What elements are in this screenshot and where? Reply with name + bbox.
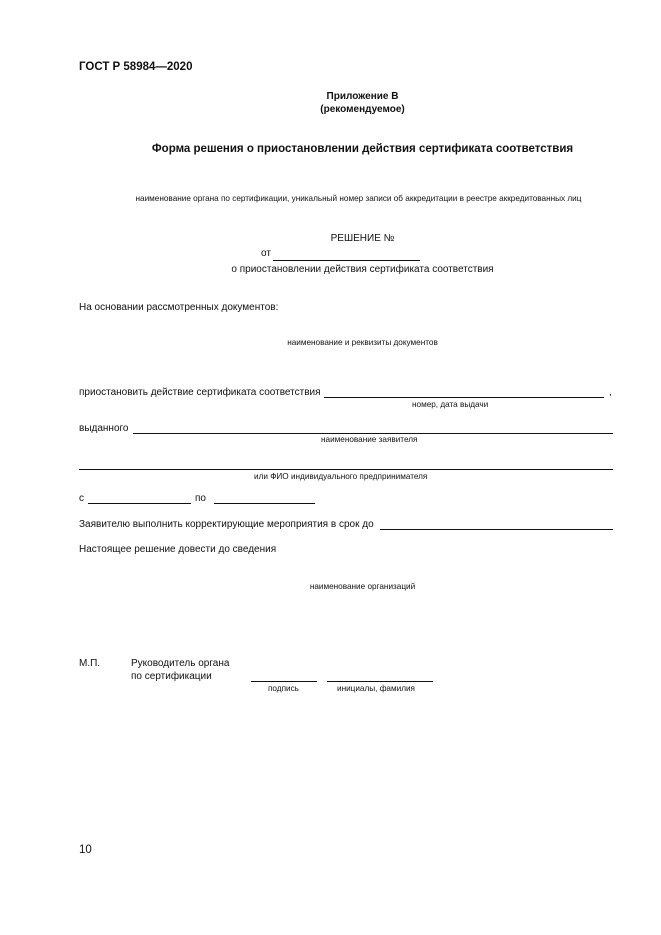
decision-date-line bbox=[273, 260, 420, 261]
certificate-number-caption: номер, дата выдачи bbox=[412, 400, 489, 409]
signer-name-line bbox=[327, 681, 433, 682]
decision-date-prefix: от bbox=[261, 248, 271, 259]
notify-caption: наименование организаций bbox=[309, 582, 416, 591]
suspend-trailing-comma: , bbox=[609, 387, 612, 398]
corrective-label: Заявителю выполнить корректирующие мероприятия в срок до bbox=[79, 519, 374, 530]
standard-designation: ГОСТ Р 58984—2020 bbox=[79, 61, 193, 73]
basis-label: На основании рассмотренных документов: bbox=[79, 302, 279, 313]
entrepreneur-name-line bbox=[79, 469, 613, 470]
stamp-placeholder: М.П. bbox=[79, 658, 101, 669]
period-to-label: по bbox=[195, 493, 206, 504]
period-from-line bbox=[88, 503, 191, 504]
corrective-deadline-line bbox=[380, 529, 613, 530]
signer-role-line2: по сертификации bbox=[131, 671, 212, 682]
basis-caption: наименование и реквизиты документов bbox=[287, 338, 438, 347]
appendix-subtitle: (рекомендуемое) bbox=[320, 104, 405, 115]
decision-heading: РЕШЕНИЕ № bbox=[330, 233, 395, 244]
certificate-number-line bbox=[324, 397, 604, 398]
period-to-line bbox=[214, 503, 315, 504]
applicant-name-caption: наименование заявителя bbox=[321, 435, 418, 444]
issued-label: выданного bbox=[79, 423, 129, 434]
page-number: 10 bbox=[79, 844, 92, 856]
suspend-label: приостановить действие сертификата соответствия bbox=[79, 387, 321, 398]
form-title: Форма решения о приостановлении действия сертификата соответствия bbox=[151, 143, 574, 155]
appendix-title: Приложение В bbox=[326, 91, 399, 102]
signature-line bbox=[251, 681, 317, 682]
notify-label: Настоящее решение довести до сведения bbox=[79, 544, 277, 555]
entrepreneur-name-caption: или ФИО индивидуального предпринимателя bbox=[254, 472, 428, 481]
signature-caption: подпись bbox=[268, 684, 299, 693]
signer-role-line1: Руководитель органа bbox=[131, 658, 230, 669]
period-from-label: с bbox=[79, 493, 84, 504]
applicant-name-line bbox=[133, 433, 613, 434]
signer-name-caption: инициалы, фамилия bbox=[337, 684, 415, 693]
certification-body-caption: наименование органа по сертификации, уникальный номер записи об аккредитации в реестре аккредитованных лиц bbox=[135, 194, 582, 203]
decision-subject: о приостановлении действия сертификата соответствия bbox=[231, 264, 494, 275]
